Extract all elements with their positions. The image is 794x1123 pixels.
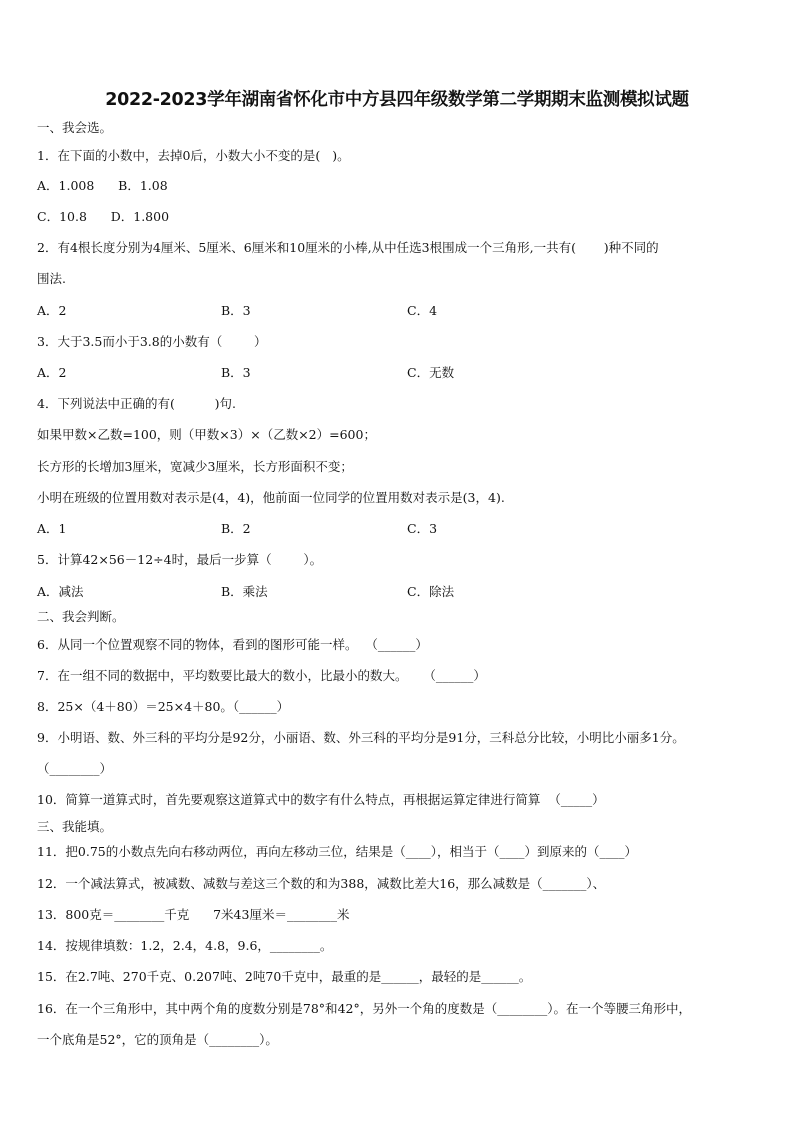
question-5-stem: 5．计算42×56－12÷4时，最后一步算（ ）。 (37, 552, 323, 567)
option-c: C．3 (407, 521, 438, 536)
section-heading-fill: 三、我能填。 (37, 819, 113, 834)
question-4-statement-2: 长方形的长增加3厘米，宽减少3厘米，长方形面积不变； (37, 459, 353, 474)
question-7: 7．在一组不同的数据中，平均数要比最大的数小，比最小的数大。 （______） (37, 668, 486, 683)
question-16-stem: 16．在一个三角形中，其中两个角的度数分别是78°和42°，另外一个角的度数是（________）。在一个等腰三角形中， (37, 1001, 691, 1016)
question-12: 12．一个减法算式，被减数、减数与差这三个数的和为388，减数比差大16，那么减数是（_______）、 (37, 876, 606, 891)
option-a: A．2 (37, 303, 67, 318)
question-9-stem: 9．小明语、数、外三科的平均分是92分，小丽语、数、外三科的平均分是91分，三科总分比较，小明比小丽多1分。 (37, 730, 685, 745)
question-1-stem: 1．在下面的小数中，去掉0后，小数大小不变的是( )。 (37, 148, 350, 163)
option-c: C．4 (407, 303, 438, 318)
option-a: A．减法 (37, 584, 84, 599)
option-b: B．3 (221, 365, 251, 380)
option-c: C．无数 (407, 365, 455, 380)
question-2-stem-cont: 围法. (37, 271, 66, 286)
question-4-statement-1: 如果甲数×乙数=100，则（甲数×3）×（乙数×2）=600； (37, 427, 376, 442)
option-b: B．乘法 (221, 584, 268, 599)
option-b: B．2 (221, 521, 251, 536)
question-4-statement-3: 小明在班级的位置用数对表示是(4，4)，他前面一位同学的位置用数对表示是(3，4). (37, 490, 505, 505)
question-14: 14．按规律填数：1.2，2.4，4.8，9.6，________。 (37, 938, 333, 953)
question-1-options-row1: A．1.008 B．1.08 (37, 178, 168, 193)
page-title: 2022-2023学年湖南省怀化市中方县四年级数学第二学期期末监测模拟试题 (105, 90, 689, 110)
question-15: 15．在2.7吨、270千克、0.207吨、2吨70千克中，最重的是______，最轻的是______。 (37, 969, 532, 984)
question-9-answer-blank: （________） (37, 761, 113, 776)
section-heading-choice: 一、我会选。 (37, 120, 113, 135)
option-a: A．2 (37, 365, 67, 380)
question-13: 13．800克＝________千克 7米43厘米＝________米 (37, 907, 350, 922)
question-16-stem-cont: 一个底角是52°，它的顶角是（________）。 (37, 1032, 278, 1047)
option-a: A．1 (37, 521, 67, 536)
question-2-stem: 2．有4根长度分别为4厘米、5厘米、6厘米和10厘米的小棒,从中任选3根围成一个三角形,一共有( )种不同的 (37, 240, 659, 255)
option-b: B．3 (221, 303, 251, 318)
option-c: C．除法 (407, 584, 455, 599)
question-10: 10．简算一道算式时，首先要观察这道算式中的数字有什么特点，再根据运算定律进行简算 （_____） (37, 792, 605, 807)
question-6: 6．从同一个位置观察不同的物体，看到的图形可能一样。 （______） (37, 637, 428, 652)
section-heading-judge: 二、我会判断。 (37, 609, 125, 624)
question-1-options-row2: C．10.8 D．1.800 (37, 209, 170, 224)
question-11: 11．把0.75的小数点先向右移动两位，再向左移动三位，结果是（____），相当于（____）到原来的（____） (37, 844, 637, 859)
question-4-stem: 4．下列说法中正确的有( )句. (37, 396, 236, 411)
question-8: 8．25×（4＋80）＝25×4＋80。（______） (37, 699, 290, 714)
question-3-stem: 3．大于3.5而小于3.8的小数有（ ） (37, 334, 267, 349)
